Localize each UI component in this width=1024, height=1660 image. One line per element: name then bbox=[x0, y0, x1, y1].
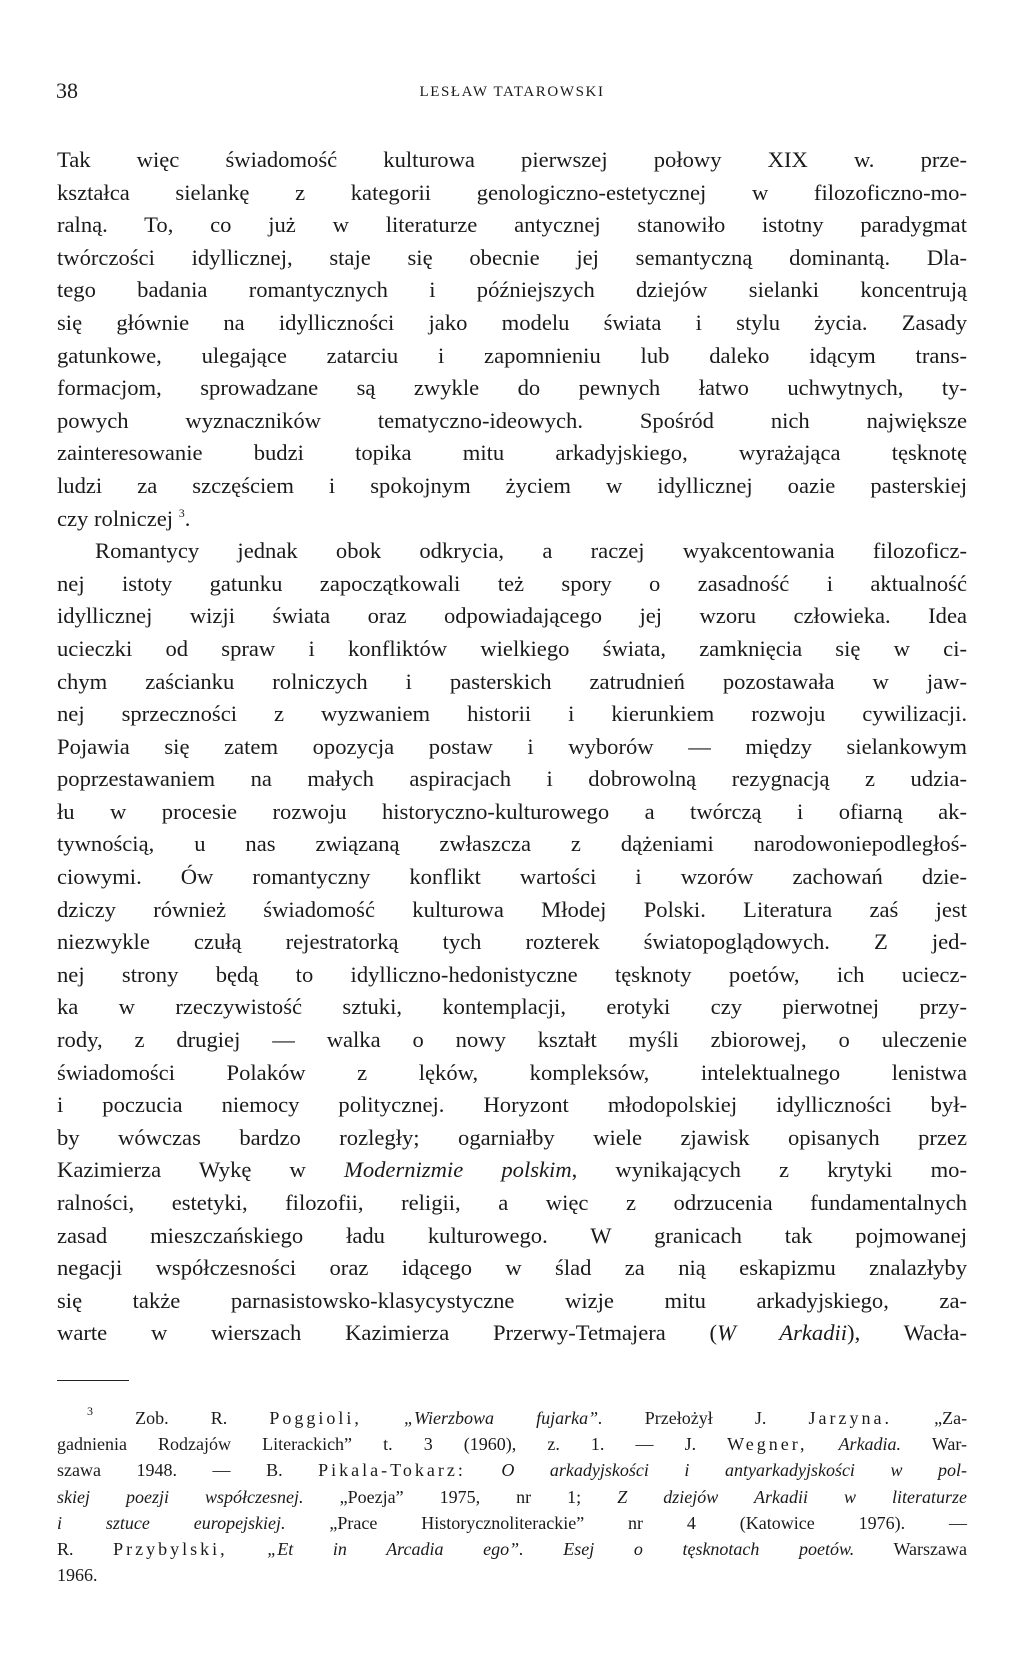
footnote-line bbox=[57, 1457, 967, 1483]
text-fragment: ), Wacła- bbox=[847, 1320, 967, 1346]
text-line: poprzestawaniem na małych aspiracjach i dobrowolną rezygnacją z udzia- bbox=[57, 766, 967, 792]
running-head: LESŁAW TATAROWSKI bbox=[419, 84, 605, 100]
text-line: ralną. To, co już w literaturze antycznej stanowiło istotny paradygmat bbox=[57, 212, 967, 238]
page-number: 38 bbox=[56, 78, 78, 103]
text-line: Romantycy jednak obok odkrycia, a raczej wyakcentowania filozoficz- bbox=[95, 538, 967, 564]
fn-text: Zob. R. bbox=[135, 1408, 228, 1428]
text-line: chym zaścianku rolniczych i pasterskich zatrudnień pozostawała w jaw- bbox=[57, 668, 967, 694]
text-line: tywnością, u nas związaną zwłaszcza z dążeniami narodowoniepodległoś- bbox=[57, 831, 967, 857]
fn-title: „Et in Arcadia ego”. Esej o tęsknotach poetów. bbox=[267, 1538, 855, 1559]
fn-text: gadnienia Rodzajów Literackich” t. 3 (1960), z. 1. — J. bbox=[57, 1434, 697, 1455]
author-name: Pikala-Tokarz: bbox=[318, 1460, 466, 1481]
fn-title: Z dziejów Arkadii w literaturze bbox=[617, 1486, 968, 1507]
fn-title: skiej poezji współczesnej. bbox=[57, 1486, 304, 1507]
text-line bbox=[57, 1154, 967, 1187]
fn-text: „Poezja” 1975, nr 1; bbox=[339, 1486, 582, 1507]
footnotes bbox=[57, 1380, 967, 1588]
body-text bbox=[57, 144, 967, 1350]
text-line: łu w procesie rozwoju historyczno-kulturowego a twórczą i ofiarną ak- bbox=[57, 798, 967, 824]
footnote-rule bbox=[57, 1380, 129, 1381]
footnote-line bbox=[57, 1484, 967, 1510]
text-line: ucieczki od spraw i konfliktów wielkiego świata, zamknięcia się w ci- bbox=[57, 635, 967, 661]
book-title: Modernizmie polskim bbox=[344, 1157, 572, 1183]
footnote-line bbox=[57, 1431, 967, 1457]
text-line: nej istoty gatunku zapoczątkowali też spory o zasadność i aktualność bbox=[57, 570, 967, 596]
text-line: ciowymi. Ów romantyczny konflikt wartości i wzorów zachowań dzie- bbox=[57, 864, 967, 890]
text-line: ka w rzeczywistość sztuki, kontemplacji, erotyki czy pierwotnej przy- bbox=[57, 994, 967, 1020]
text-line: by wówczas bardzo rozległy; ogarniałby wiele zjawisk opisanych przez bbox=[57, 1124, 967, 1150]
text-line: kształca sielankę z kategorii genologiczno-estetycznej w filozoficzno-mo- bbox=[57, 179, 967, 205]
fn-text: „Za- bbox=[934, 1408, 968, 1428]
text-line: formacjom, sprowadzane są zwykle do pewnych łatwo uchwytnych, ty- bbox=[57, 375, 967, 401]
footnote-line bbox=[57, 1510, 967, 1536]
text-line: twórczości idyllicznej, staje się obecnie jej semantyczną dominantą. Dla- bbox=[57, 244, 967, 270]
text-fragment: , wynikających z krytyki mo- bbox=[571, 1157, 967, 1183]
fn-text: War- bbox=[931, 1434, 967, 1455]
text-line: negacji współczesności oraz idącego w ślad za nią eskapizmu znalazłyby bbox=[57, 1255, 967, 1281]
text-line: powych wyznaczników tematyczno-ideowych. Spośród nich największe bbox=[57, 407, 967, 433]
author-name: Poggioli, bbox=[269, 1408, 362, 1428]
text-line: niezwykle czułą rejestratorką tych rozterek światopoglądowych. Z jed- bbox=[57, 929, 967, 955]
text-line: świadomości Polaków z lęków, kompleksów, intelektualnego lenistwa bbox=[57, 1059, 967, 1085]
text-line: i poczucia niemocy politycznej. Horyzont młodopolskiej idylliczności był- bbox=[57, 1092, 967, 1118]
text-line: nej strony będą to idylliczno-hedonistyczne tęsknoty poetów, ich uciecz- bbox=[57, 961, 967, 987]
text-fragment: czy rolniczej bbox=[57, 505, 174, 531]
fn-title: Arkadia. bbox=[838, 1434, 902, 1455]
poem-title: W Arkadii bbox=[717, 1320, 848, 1346]
period: . bbox=[184, 505, 191, 531]
footnote-marker: 3 bbox=[87, 1404, 93, 1418]
fn-title: O arkadyjskości i antyarkadyjskości w pol- bbox=[501, 1460, 968, 1481]
fn-text: Warszawa bbox=[893, 1538, 968, 1559]
text-fragment: warte w wierszach Kazimierza Przerwy-Tetmajera ( bbox=[57, 1320, 718, 1346]
author-name: Wegner, bbox=[727, 1434, 808, 1455]
fn-text: Przełożył J. bbox=[644, 1408, 767, 1428]
text-line: idyllicznej wizji świata oraz odpowiadającego jej wzoru człowieka. Idea bbox=[57, 603, 967, 629]
author-name: Jarzyna. bbox=[808, 1408, 892, 1428]
text-line: Pojawia się zatem opozycja postaw i wyborów — między sielankowym bbox=[57, 733, 967, 759]
text-line: nej sprzeczności z wyzwaniem historii i kierunkiem rozwoju cywilizacji. bbox=[57, 701, 967, 727]
text-line: dziczy również świadomość kulturowa Młodej Polski. Literatura zaś jest bbox=[57, 896, 967, 922]
text-line: ludzi za szczęściem i spokojnym życiem w idyllicznej oazie pasterskiej bbox=[57, 472, 967, 498]
footnote-reference: 3 bbox=[178, 505, 185, 520]
author-name: Przybylski, bbox=[113, 1538, 228, 1559]
footnote-line bbox=[57, 1536, 967, 1562]
text-line bbox=[57, 1317, 967, 1350]
fn-text: szawa 1948. — B. bbox=[57, 1460, 283, 1481]
text-line: rody, z drugiej — walka o nowy kształt myśli zbiorowej, o uleczenie bbox=[57, 1027, 967, 1053]
fn-text: „Prace Historycznoliterackie” nr 4 (Katowice 1976). — bbox=[329, 1512, 967, 1533]
text-line bbox=[57, 503, 967, 536]
text-line: ralności, estetyki, filozofii, religii, a więc z odrzucenia fundamentalnych bbox=[57, 1190, 967, 1215]
fn-text: R. bbox=[57, 1538, 74, 1559]
footnote-line bbox=[57, 1405, 967, 1431]
text-line: się także parnasistowsko-klasycystyczne wizje mitu arkadyjskiego, za- bbox=[57, 1287, 967, 1313]
text-line: się głównie na idylliczności jako modelu świata i stylu życia. Zasady bbox=[57, 309, 967, 335]
text-line: Tak więc świadomość kulturowa pierwszej połowy XIX w. prze- bbox=[57, 147, 967, 172]
text-line: zainteresowanie budzi topika mitu arkadyjskiego, wyrażająca tęsknotę bbox=[57, 440, 967, 466]
fn-title: i sztuce europejskiej. bbox=[57, 1512, 286, 1533]
text-line: gatunkowe, ulegające zatarciu i zapomnieniu lub daleko idącym trans- bbox=[57, 342, 967, 368]
text-line: zasad mieszczańskiego ładu kulturowego. W granicach tak pojmowanej bbox=[57, 1222, 967, 1248]
fn-title: „Wierzbowa fujarka”. bbox=[404, 1408, 603, 1428]
footnote-line: 1966. bbox=[57, 1565, 98, 1586]
text-fragment: Kazimierza Wykę w bbox=[57, 1157, 306, 1183]
text-line: tego badania romantycznych i późniejszych dziejów sielanki koncentrują bbox=[57, 277, 967, 303]
